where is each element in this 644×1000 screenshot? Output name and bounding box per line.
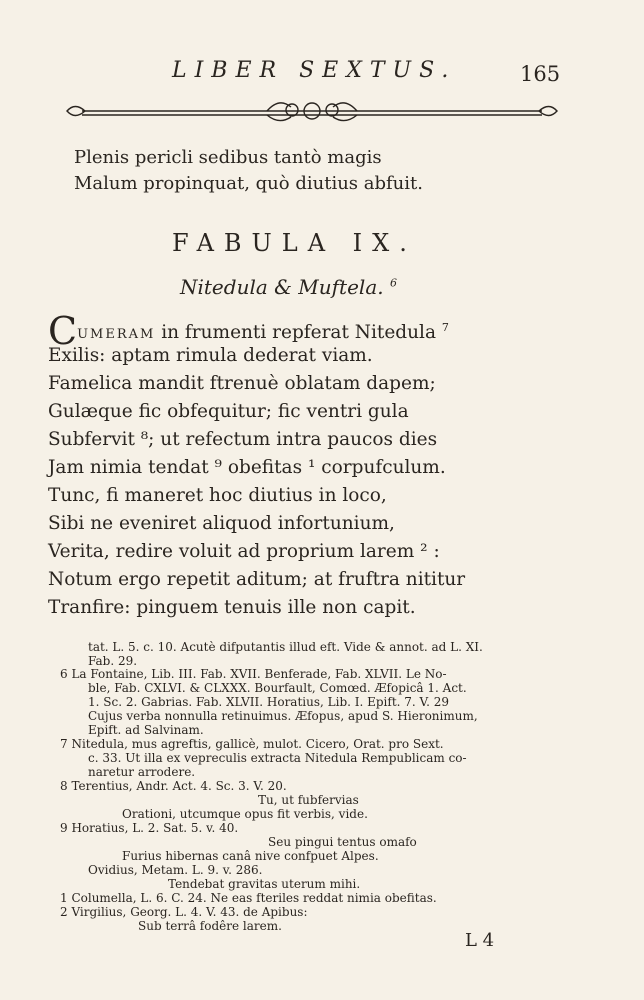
fable-line: Verita, redire voluit ad proprium larem ² : (48, 541, 440, 562)
fable-title: FABULA IX. (172, 229, 417, 257)
catchword: L 4 (465, 930, 495, 951)
page-number: 165 (520, 62, 561, 86)
footnote-line: c. 33. Ut illa ex vepreculis extracta Nitedula Rempublicam co- (88, 751, 467, 765)
fable-line: Famelica mandit ftrenuè oblatam dapem; (48, 373, 436, 394)
fable-line: Tunc, fi maneret hoc diutius in loco, (48, 485, 387, 506)
smallcaps-word: UMERAM (77, 327, 156, 342)
fable-line: Subfervit ⁸; ut refectum intra paucos dies (48, 429, 438, 450)
fable-line: Gulæque fic obfequitur; fic ventri gula (48, 401, 409, 422)
fable-subtitle (180, 275, 397, 299)
footnote-line: ble, Fab. CXLVI. & CLXXX. Bourfault, Comœd. Æfopicâ 1. Act. (88, 681, 467, 695)
footnote-line: Tendebat gravitas uterum mihi. (168, 877, 361, 891)
footnote-ref: 7 (441, 320, 449, 334)
footnote-line: 2 Virgilius, Georg. L. 4. V. 43. de Apibus: (60, 905, 308, 919)
footnote-line: Tu, ut fubfervias (258, 793, 359, 807)
fable-subtitle-text: Nitedula & Muftela. (180, 275, 384, 299)
verse-line: Plenis pericli sedibus tantò magis (74, 147, 382, 168)
footnote-line: Ovidius, Metam. L. 9. v. 286. (88, 863, 263, 877)
fable-line: Sibi ne eveniret aliquod infortunium, (48, 513, 395, 534)
fable-line: Jam nimia tendat ⁹ obefitas ¹ corpufculum. (48, 457, 446, 478)
floral-ornament-icon (62, 94, 562, 128)
footnote-line: 6 La Fontaine, Lib. III. Fab. XVII. Benferade, Fab. XLVII. Le No- (60, 667, 447, 681)
fable-line: Exilis: aptam rimula dederat viam. (48, 345, 373, 366)
fable-line: Notum ergo repetit aditum; at fruftra nititur (48, 569, 466, 590)
drop-initial: C (48, 309, 78, 353)
verse-line: Malum propinquat, quò diutius abfuit. (74, 173, 423, 194)
footnote-line: Fab. 29. (88, 654, 138, 668)
fable-line: Tranfire: pinguem tenuis ille non capit. (48, 597, 416, 618)
footnote-line: tat. L. 5. c. 10. Acutè difputantis illud eft. Vide & annot. ad L. XI. (88, 640, 483, 654)
footnote-ref: 6 (389, 276, 397, 290)
footnote-line: 7 Nitedula, mus agreftis, gallicè, mulot. Cicero, Orat. pro Sext. (60, 737, 444, 751)
footnote-line: 8 Terentius, Andr. Act. 4. Sc. 3. V. 20. (60, 779, 287, 793)
footnote-line: naretur arrodere. (88, 765, 196, 779)
footnote-line: Cujus verba nonnulla retinuimus. Æfopus, apud S. Hieronimum, (88, 709, 478, 723)
footnote-line: 9 Horatius, L. 2. Sat. 5. v. 40. (60, 821, 239, 835)
footnote-line: Seu pingui tentus omafo (268, 835, 417, 849)
footnote-line: Sub terrâ fodêre larem. (138, 919, 282, 933)
footnote-line: Furius hibernas canâ nive confpuet Alpes. (122, 849, 379, 863)
running-title: LIBER SEXTUS. (172, 58, 457, 83)
footnote-line: Orationi, utcumque opus fit verbis, vide. (122, 807, 368, 821)
footnote-line: Epift. ad Salvinam. (88, 723, 204, 737)
footnote-line: 1 Columella, L. 6. C. 24. Ne eas fteriles reddat nimia obefitas. (60, 891, 437, 905)
footnote-line: 1. Sc. 2. Gabrias. Fab. XLVII. Horatius, Lib. I. Epift. 7. V. 29 (88, 695, 450, 709)
line-text: in frumenti repferat Nitedula (155, 322, 436, 343)
